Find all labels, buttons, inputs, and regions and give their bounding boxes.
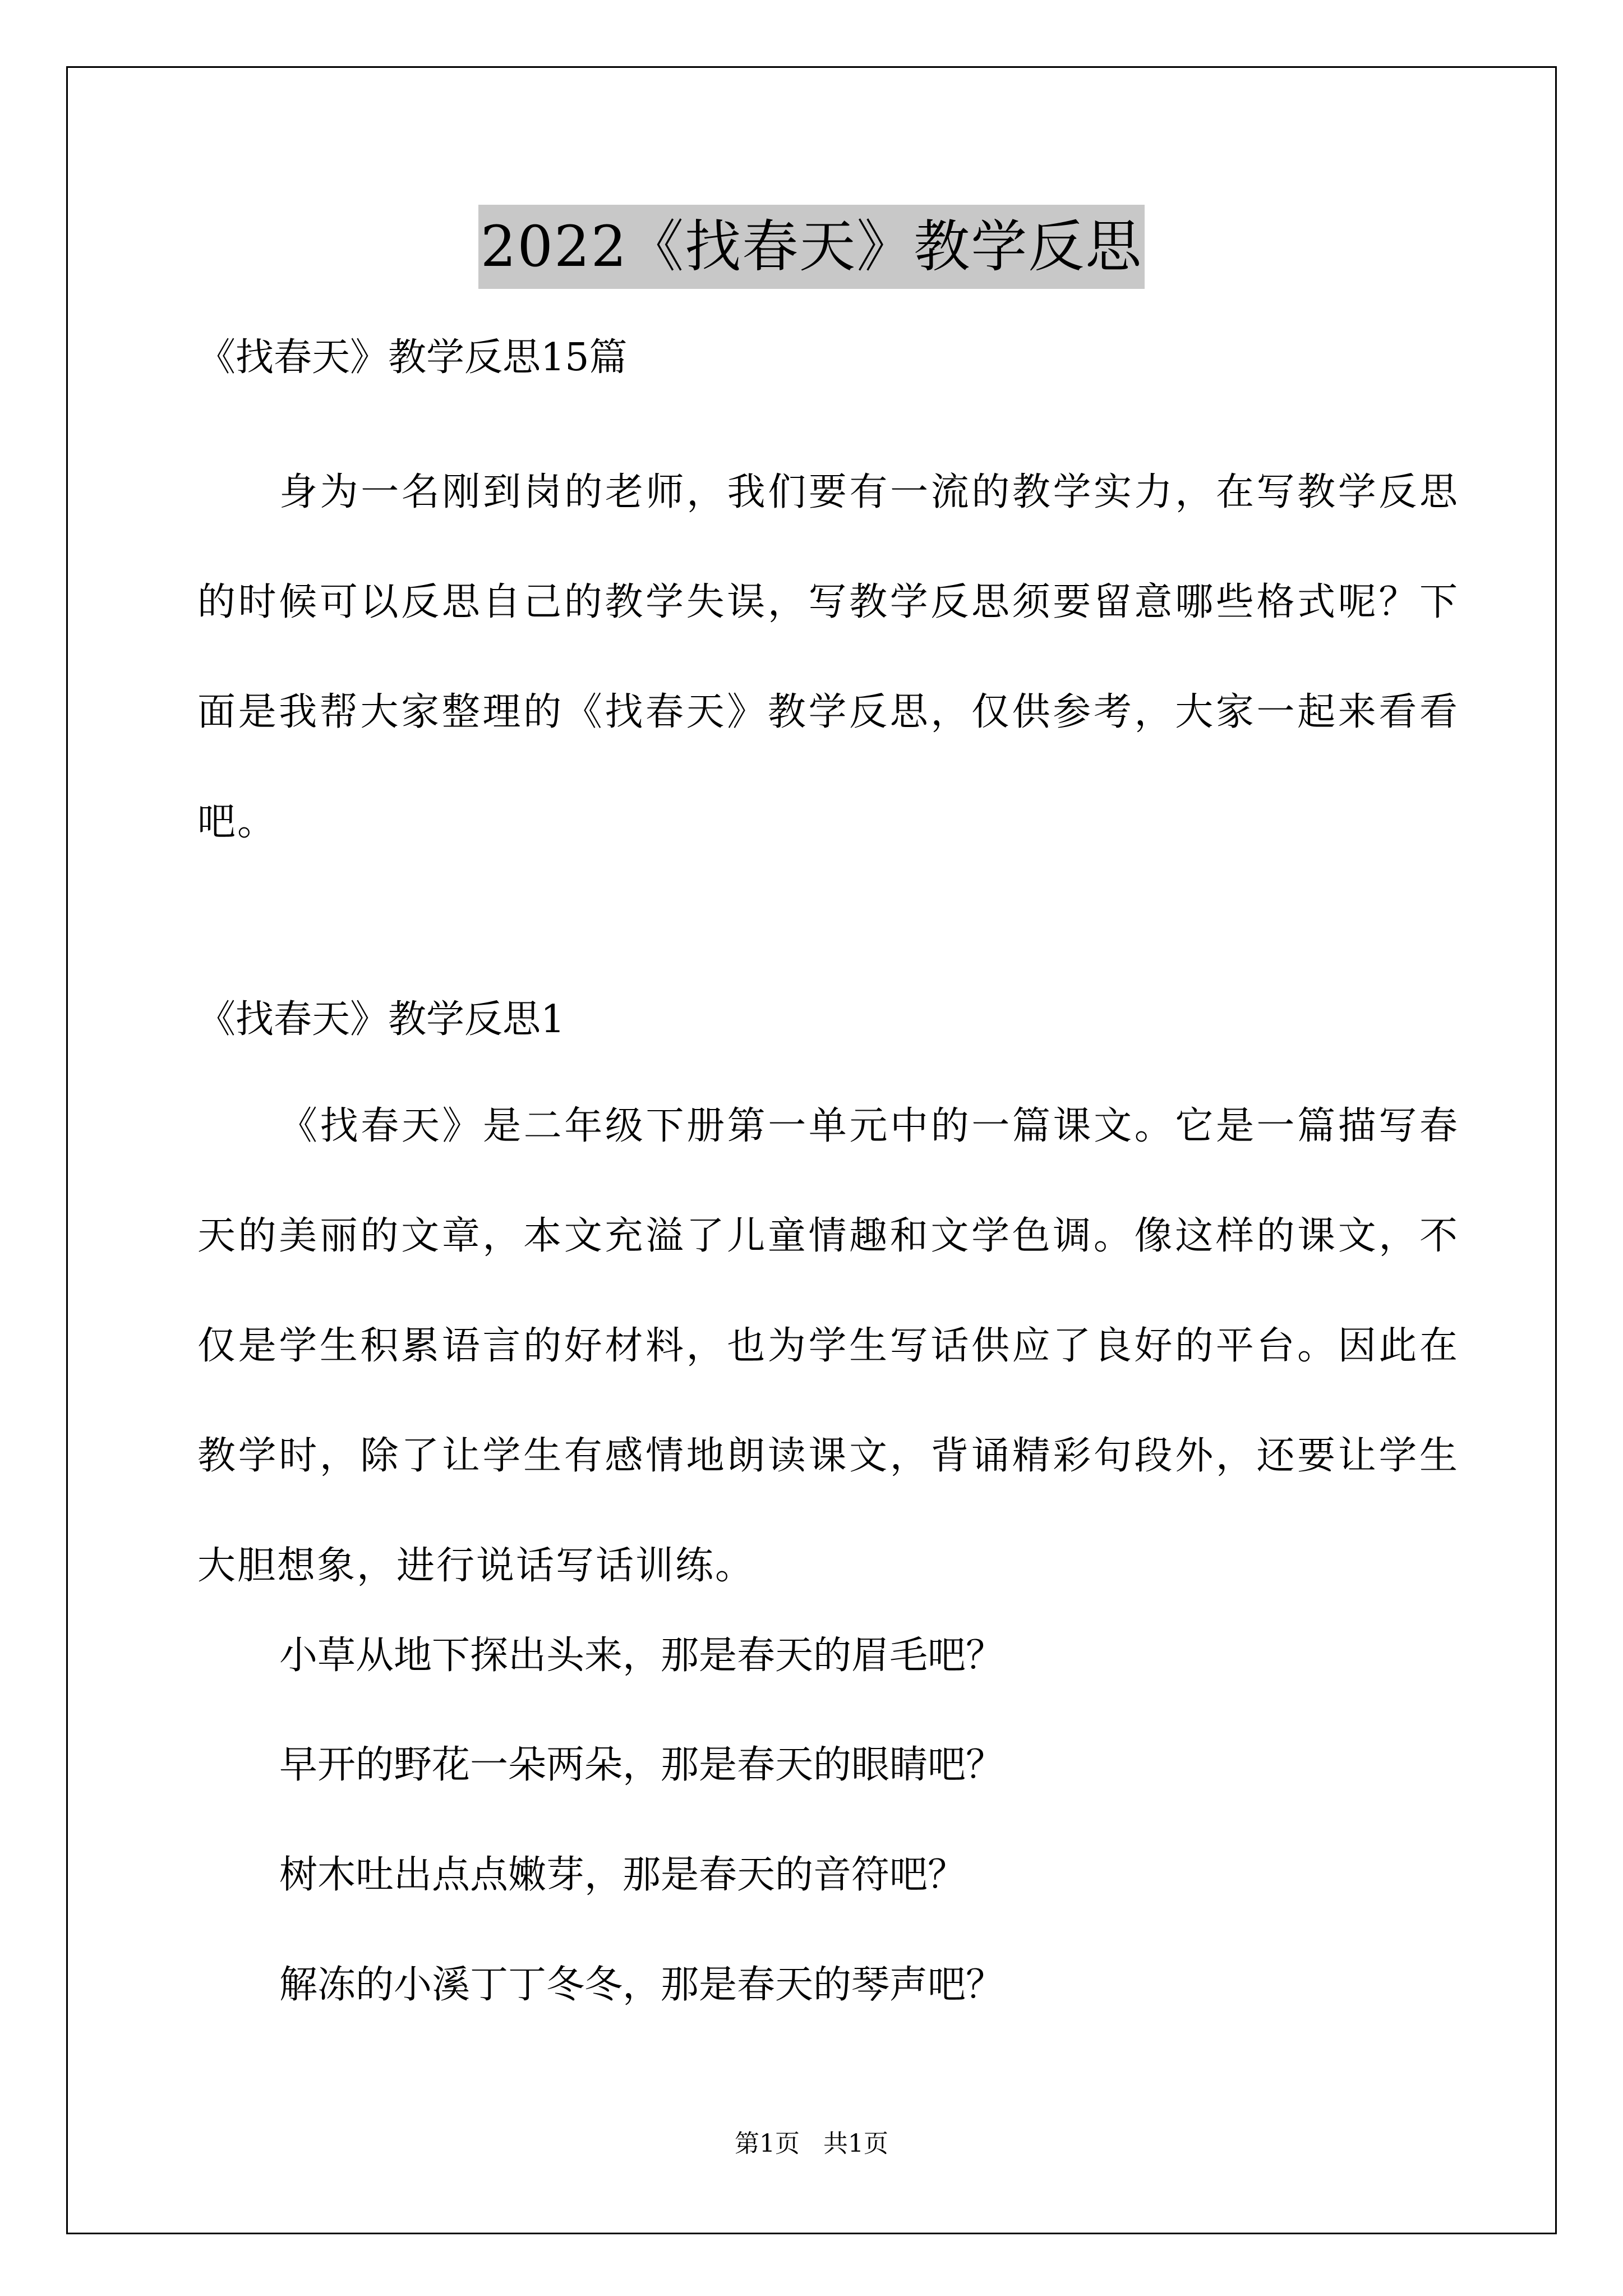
title-container: [0, 205, 1623, 289]
intro-paragraph: 身为一名刚到岗的老师，我们要有一流的教学实力，在写教学反思的时候可以反思自己的教学失误，写教学反思须要留意哪些格式呢？下面是我帮大家整理的《找春天》教学反思，仅供参考，大家一起来看看吧。: [197, 470, 1459, 844]
section-heading: 《找春天》教学反思1: [197, 997, 565, 1042]
page-footer: 第1页 共1页: [735, 2129, 888, 2158]
section-paragraph: 《找春天》是二年级下册第一单元中的一篇课文。它是一篇描写春天的美丽的文章，本文充溢了儿童情趣和文学色调。像这样的课文，不仅是学生积累语言的好材料，也为学生写话供应了良好的平台。因此在教学时，除了让学生有感情地朗读课文，背诵精彩句段外，还要让学生大胆想象，进行说话写话训练。: [197, 1104, 1459, 1588]
poem-line: 解冻的小溪丁丁冬冬，那是春天的琴声吧？: [279, 1963, 1004, 2007]
subtitle: 《找春天》教学反思15篇: [197, 335, 628, 380]
poem-line: 小草从地下探出头来，那是春天的眉毛吧？: [279, 1634, 1004, 1678]
page-title: 2022《找春天》教学反思: [478, 205, 1145, 289]
poem-line: 树木吐出点点嫩芽，那是春天的音符吧？: [279, 1853, 966, 1897]
poem-line: 早开的野花一朵两朵，那是春天的眼睛吧？: [279, 1743, 1004, 1787]
